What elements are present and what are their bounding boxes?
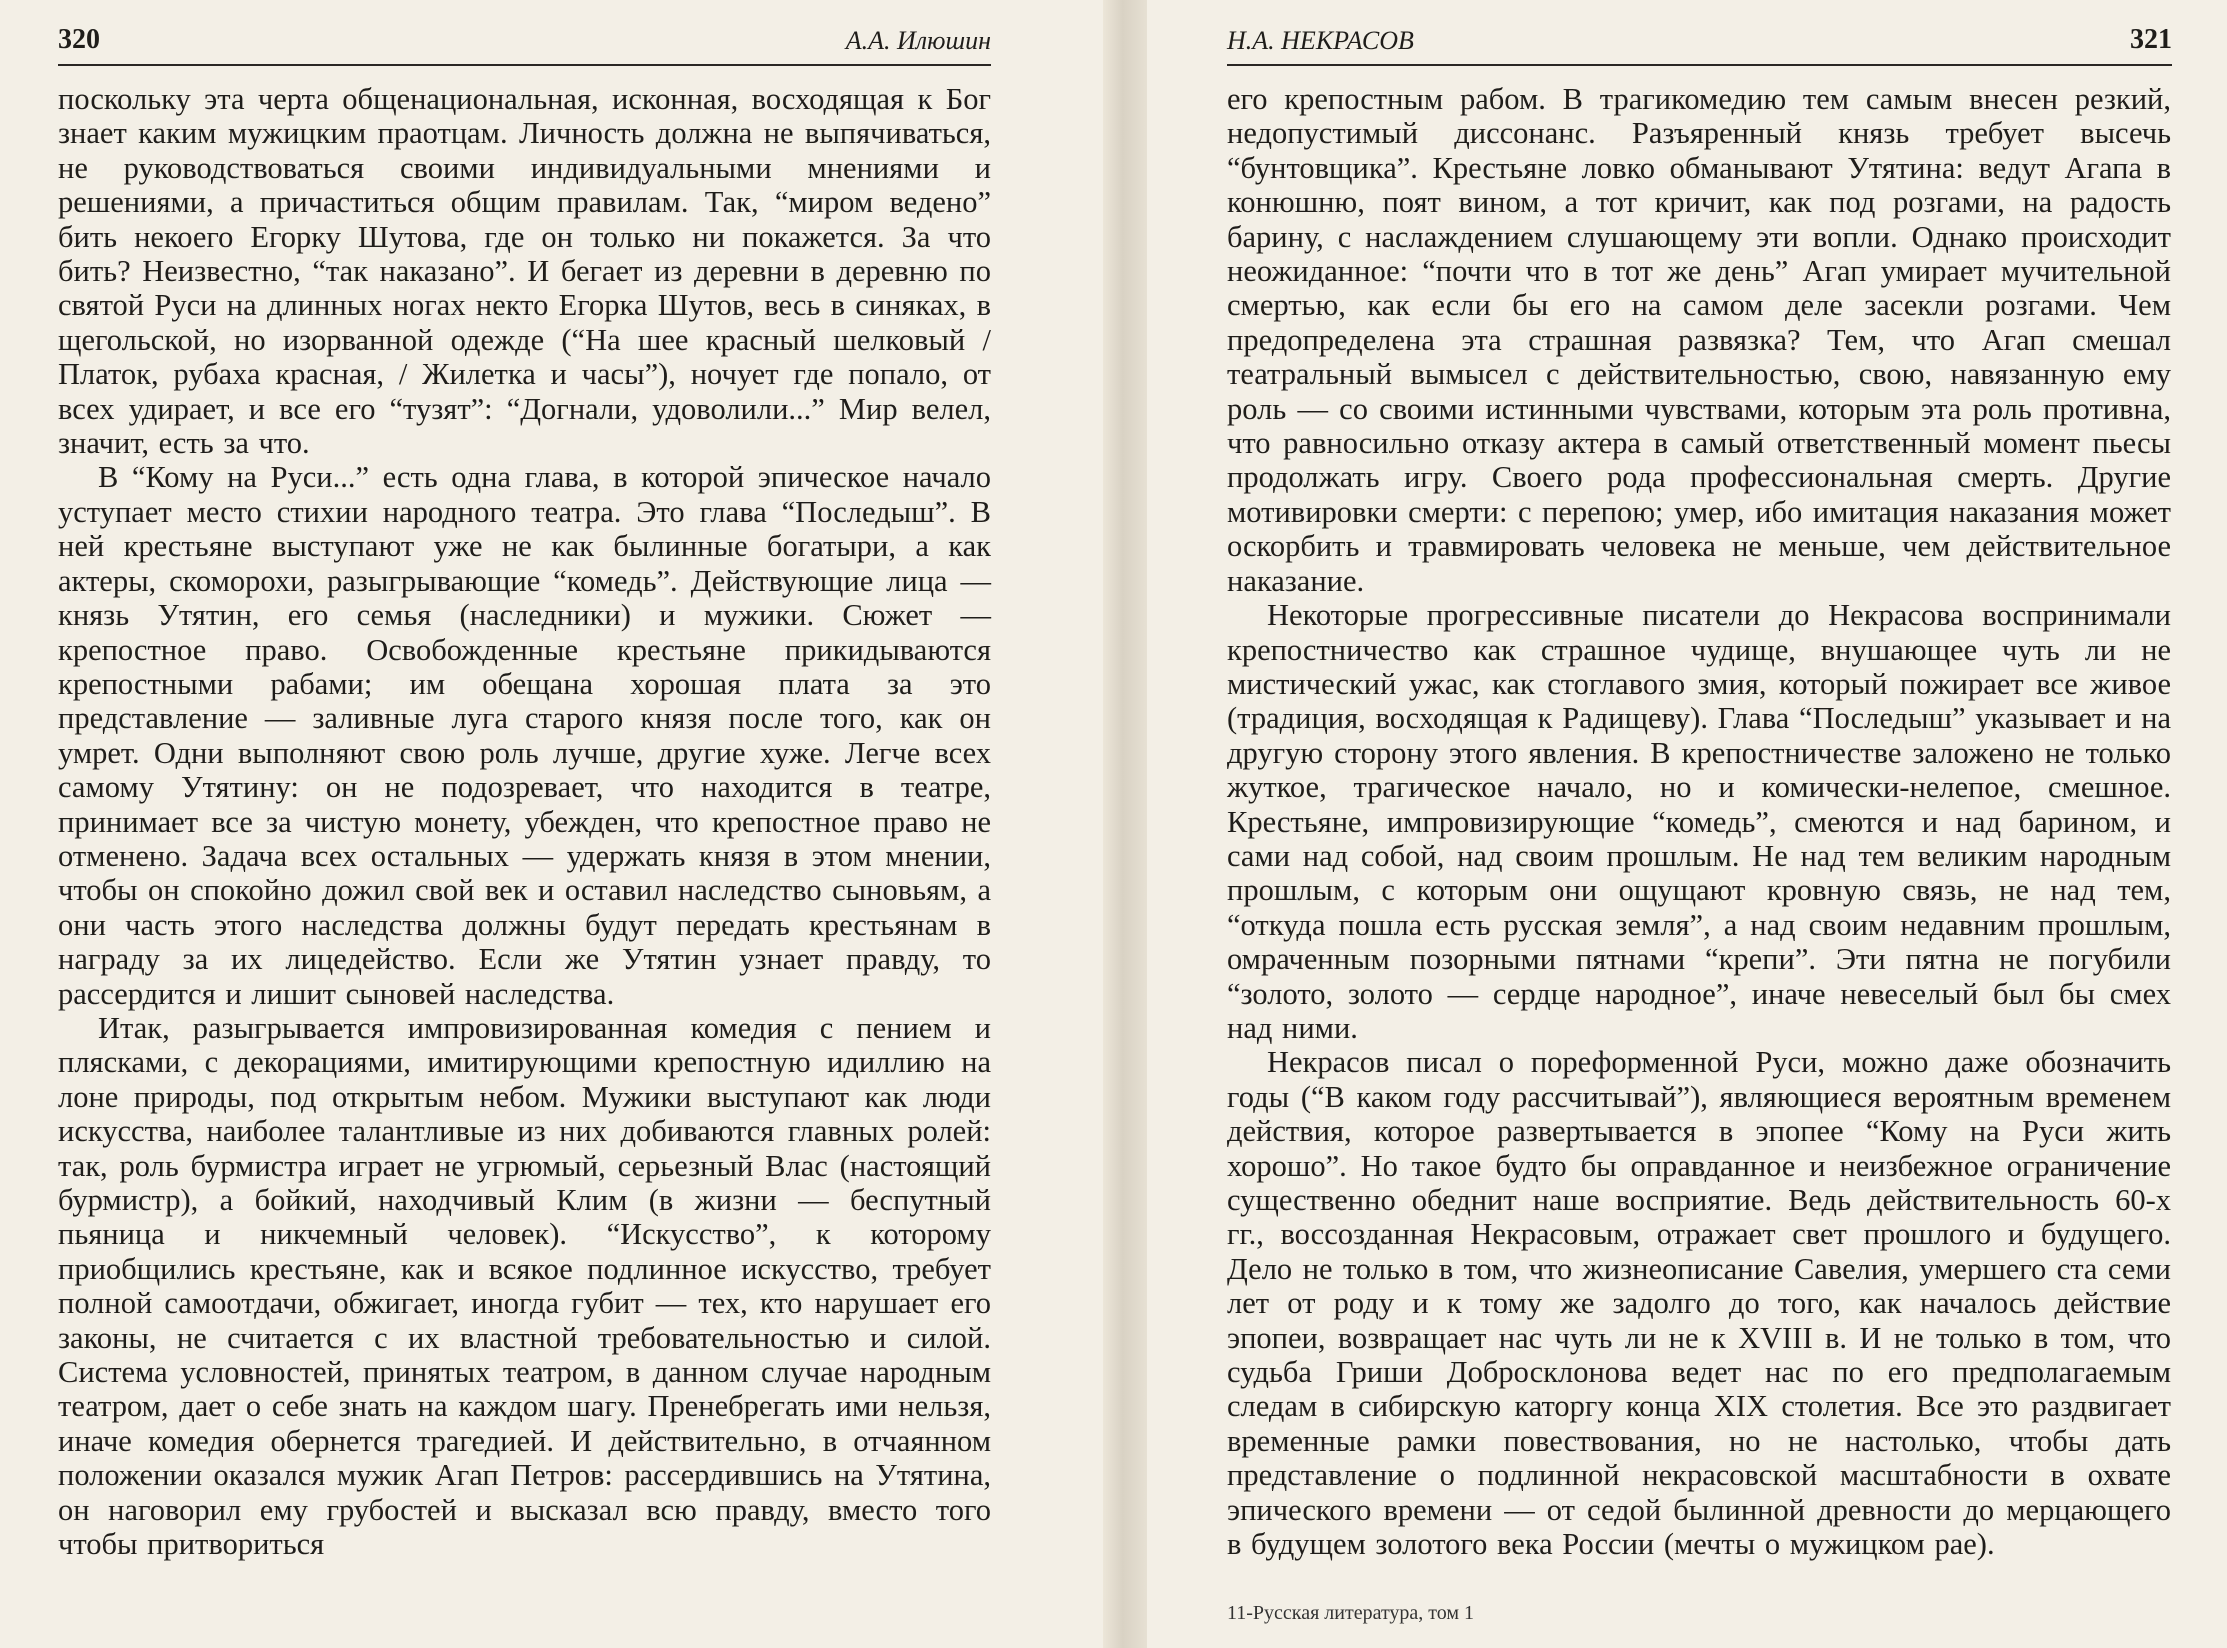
- right-page-header: [1227, 24, 2172, 66]
- left-running-head: А.А. Илюшин: [845, 26, 991, 55]
- paragraph: его крепостным рабом. В трагикомедию тем самым внесен резкий, недопустимый диссонанс. Разъяренный князь требует высечь “бунтовщика”. Крестьяне ловко обманывают Утятина: ведут Агапа в конюшню, поят вином, а тот кричит, как под розгами, на радость барину, с наслаждением слушающему эти вопли. Однако происходит неожиданное: “почти что в тот же день” Агап умирает мучительной смертью, как если бы его на самом деле засекли розгами. Чем предопределена эта страшная развязка? Тем, что Агап смешал театральный вымысел с действительностью, свою, навязанную ему роль — со своими истинными чувствами, которым эта роль противна, что равносильно отказу актера в самый ответственный момент пьесы продолжать игру. Своего рода профессиональная смерть. Другие мотивировки смерти: с перепою; умер, ибо имитация наказания может оскорбить и травмировать человека не меньше, чем действительное наказание.: [1227, 82, 2171, 598]
- left-page: [0, 0, 1103, 1648]
- paragraph: Итак, разыгрывается импровизированная комедия с пением и плясками, с декорациями, имитирующими крепостную идиллию на лоне природы, под открытым небом. Мужики выступают как люди искусства, наиболее талантливые из них добиваются главных ролей: так, роль бурмистра играет не угрюмый, серьезный Влас (настоящий бурмистр), а бойкий, находчивый Клим (в жизни — беспутный пьяница и никчемный человек). “Искусство”, к которому приобщились крестьяне, как и всякое подлинное искусство, требует полной самоотдачи, обжигает, иногда губит — тех, кто нарушает его законы, не считается с их властной требовательностью и силой. Система условностей, принятых театром, в данном случае народным театром, дает о себе знать на каждом шагу. Пренебрегать ими нельзя, иначе комедия обернется трагедией. И действительно, в отчаянном положении оказался мужик Агап Петров: рассердившись на Утятина, он наговорил ему грубостей и высказал всю правду, вместо того чтобы притвориться: [58, 1010, 991, 1562]
- right-page-body: [1227, 82, 2171, 1561]
- left-page-number: 320: [58, 24, 100, 55]
- right-page-number: 321: [2130, 24, 2172, 55]
- page-footer-signature: 11-Русская литература, том 1: [1227, 1602, 1475, 1624]
- paragraph: В “Кому на Руси...” есть одна глава, в которой эпическое начало уступает место стихии народного театра. Это глава “Последыш”. В ней крестьяне выступают уже не как былинные богатыри, а как актеры, скоморохи, разыгрывающие “комедь”. Действующие лица — князь Утятин, его семья (наследники) и мужики. Сюжет — крепостное право. Освобожденные крестьяне прикидываются крепостными рабами; им обещана хорошая плата за это представление — заливные луга старого князя после того, как он умрет. Одни выполняют свою роль лучше, другие хуже. Легче всех самому Утятину: он не подозревает, что находится в театре, принимает все за чистую монету, убежден, что крепостное право не отменено. Задача всех остальных — удержать князя в этом мнении, чтобы он спокойно дожил свой век и оставил наследство сыновьям, а они часть этого наследства должны будут передать крестьянам в награду за их лицедейство. Если же Утятин узнает правду, то рассердится и лишит сыновей наследства.: [58, 460, 991, 1011]
- paragraph: Некрасов писал о пореформенной Руси, можно даже обозначить годы (“В каком году рассчитывай”), являющиеся вероятным временем действия, которое развертывается в эпопее “Кому на Руси жить хорошо”. Но такое будто бы оправданное и неизбежное ограничение существенно обеднит наше восприятие. Ведь действительность 60-х гг., воссозданная Некрасовым, отражает свет прошлого и будущего. Дело не только в том, что жизнеописание Савелия, умершего ста семи лет от роду и к тому же задолго до того, как началось действие эпопеи, возвращает нас чуть ли не к XVIII в. И не только в том, что судьба Гриши Добросклонова ведет нас по его предполагаемым следам в сибирскую каторгу конца XIX столетия. Все это раздвигает временные рамки повествования, но не настолько, чтобы дать представление о подлинной некрасовской масштабности в охвате эпического времени — от седой былинной древности до мерцающего в будущем золотого века России (мечты о мужицком рае).: [1227, 1045, 2171, 1562]
- paragraph: поскольку эта черта общенациональная, исконная, восходящая к Бог знает каким мужицким праотцам. Личность должна не выпячиваться, не руководствоваться своими индивидуальными мнениями и решениями, а причаститься общим правилам. Так, “миром ведено” бить некоего Егорку Шутова, где он только ни покажется. За что бить? Неизвестно, “так наказано”. И бегает из деревни в деревню по святой Руси на длинных ногах некто Егорка Шутов, весь в синяках, в щегольской, но изорванной одежде (“На шее красный шелковый / Платок, рубаха красная, / Жилетка и часы”), ночует где попало, от всех удирает, и все его “тузят”: “Догнали, удоволили...” Мир велел, значит, есть за что.: [58, 82, 991, 461]
- right-running-head: Н.А. НЕКРАСОВ: [1227, 26, 1414, 55]
- left-page-header: [58, 24, 991, 66]
- book-gutter: [1103, 0, 1147, 1648]
- right-page: [1147, 0, 2227, 1648]
- paragraph: Некоторые прогрессивные писатели до Некрасова воспринимали крепостничество как страшное чудище, внушающее чуть ли не мистический ужас, как стоглавого змия, который пожирает все живое (традиция, восходящая к Радищеву). Глава “Последыш” указывает и на другую сторону этого явления. В крепостничестве заложено не только жуткое, трагическое начало, но и комически-нелепое, смешное. Крестьяне, импровизирующие “комедь”, смеются и над барином, и сами над собой, над своим прошлым. Не над тем великим народным прошлым, с которым они ощущают кровную связь, не над тем, “откуда пошла есть русская земля”, а над своим недавним прошлым, омраченным позорными пятнами “крепи”. Эти пятна не погубили “золото, золото — сердце народное”, иначе невеселый был бы смех над ними.: [1227, 598, 2171, 1045]
- left-page-body: [58, 82, 991, 1561]
